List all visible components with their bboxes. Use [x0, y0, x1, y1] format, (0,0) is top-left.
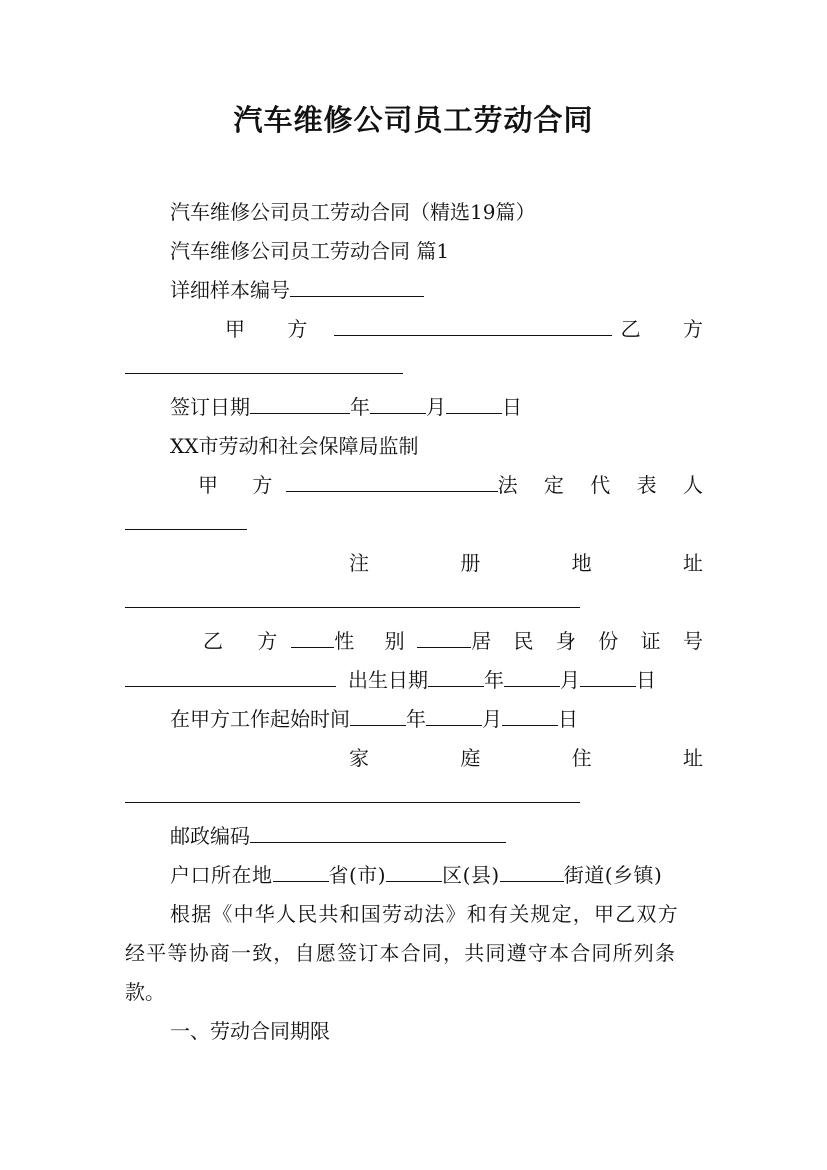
gender-label: 性 别	[334, 629, 417, 653]
home-addr-char-3: 住	[571, 746, 592, 770]
reg-addr-char-1: 注	[349, 551, 369, 575]
hukou-street-blank[interactable]	[500, 861, 564, 882]
birth-year-blank[interactable]	[428, 666, 484, 687]
day-label: 日	[502, 395, 522, 419]
party-a-full-label: 甲 方	[198, 473, 287, 497]
start-time-row	[170, 705, 578, 733]
reg-addr-char-3: 地	[571, 551, 592, 575]
legal-rep-label: 法 定 代 表 人	[497, 473, 713, 497]
home-addr-char-4: 址	[682, 746, 703, 770]
reg-addr-char-4: 址	[682, 551, 703, 575]
parties-row	[125, 315, 721, 343]
party-b-label: 乙 方	[620, 317, 721, 341]
sign-day-blank[interactable]	[446, 393, 502, 414]
document-title: 汽车维修公司员工劳动合同	[233, 103, 594, 137]
id-number-blank[interactable]	[125, 666, 336, 687]
hukou-province-blank[interactable]	[273, 861, 329, 882]
start-year-label: 年	[406, 707, 426, 731]
chapter-heading: 汽车维修公司员工劳动合同 篇1	[170, 239, 450, 263]
party-a-full-row	[125, 471, 713, 499]
birth-year-label: 年	[484, 668, 504, 692]
party-b-info-row	[125, 627, 711, 655]
postcode-row	[170, 822, 506, 850]
hukou-row	[170, 861, 662, 889]
paragraph-1-line-2: 经平等协商一致，自愿签订本合同，共同遵守本合同所列条	[125, 941, 677, 965]
sign-date-label: 签订日期	[170, 395, 250, 419]
start-day-blank[interactable]	[502, 705, 558, 726]
sample-number-row	[170, 276, 424, 304]
reg-addr-char-2: 册	[460, 551, 481, 575]
year-label: 年	[350, 395, 370, 419]
birth-label: 出生日期	[348, 668, 428, 692]
home-addr-char-1: 家	[349, 746, 369, 770]
start-month-label: 月	[482, 707, 502, 731]
home-address-row	[125, 744, 703, 772]
start-time-label: 在甲方工作起始时间	[170, 707, 350, 731]
postcode-blank[interactable]	[250, 822, 506, 843]
month-label: 月	[426, 395, 446, 419]
hukou-district-blank[interactable]	[386, 861, 442, 882]
party-a-label: 甲 方	[225, 317, 326, 341]
party-a-blank[interactable]	[334, 315, 612, 336]
birth-day-blank[interactable]	[580, 666, 636, 687]
home-address-blank[interactable]	[125, 802, 580, 803]
start-day-label: 日	[558, 707, 578, 731]
birth-month-blank[interactable]	[504, 666, 560, 687]
district-label: 区(县)	[442, 863, 500, 887]
birth-month-label: 月	[560, 668, 580, 692]
party-b-label-2: 乙 方	[203, 629, 292, 653]
legal-rep-blank[interactable]	[125, 529, 247, 530]
hukou-label: 户口所在地	[170, 863, 273, 887]
registered-address-row	[125, 549, 703, 577]
start-year-blank[interactable]	[350, 705, 406, 726]
party-b-blank[interactable]	[125, 373, 403, 374]
sample-number-blank[interactable]	[290, 276, 424, 297]
home-addr-char-2: 庭	[460, 746, 481, 770]
registered-address-blank[interactable]	[125, 607, 580, 608]
postcode-label: 邮政编码	[170, 824, 250, 848]
supervisor-line: XX市劳动和社会保障局监制	[170, 434, 419, 458]
sample-number-label: 详细样本编号	[170, 278, 290, 302]
sign-date-row	[170, 393, 522, 421]
party-a-full-blank[interactable]	[286, 471, 497, 492]
start-month-blank[interactable]	[426, 705, 482, 726]
party-b-name-blank[interactable]	[291, 627, 334, 648]
contract-subtitle: 汽车维修公司员工劳动合同（精选19篇）	[170, 200, 536, 224]
paragraph-1-line-1: 根据《中华人民共和国劳动法》和有关规定，甲乙双方	[170, 902, 679, 926]
birth-row	[125, 666, 656, 694]
gender-blank[interactable]	[417, 627, 472, 648]
section-1-heading: 一、劳动合同期限	[170, 1019, 330, 1043]
sign-year-blank[interactable]	[250, 393, 350, 414]
birth-day-label: 日	[636, 668, 656, 692]
province-label: 省(市)	[328, 863, 387, 887]
street-label: 街道(乡镇)	[563, 863, 663, 887]
id-number-label: 居 民 身 份 证 号	[471, 629, 711, 653]
paragraph-1-line-3: 款。	[125, 980, 165, 1004]
sign-month-blank[interactable]	[370, 393, 426, 414]
